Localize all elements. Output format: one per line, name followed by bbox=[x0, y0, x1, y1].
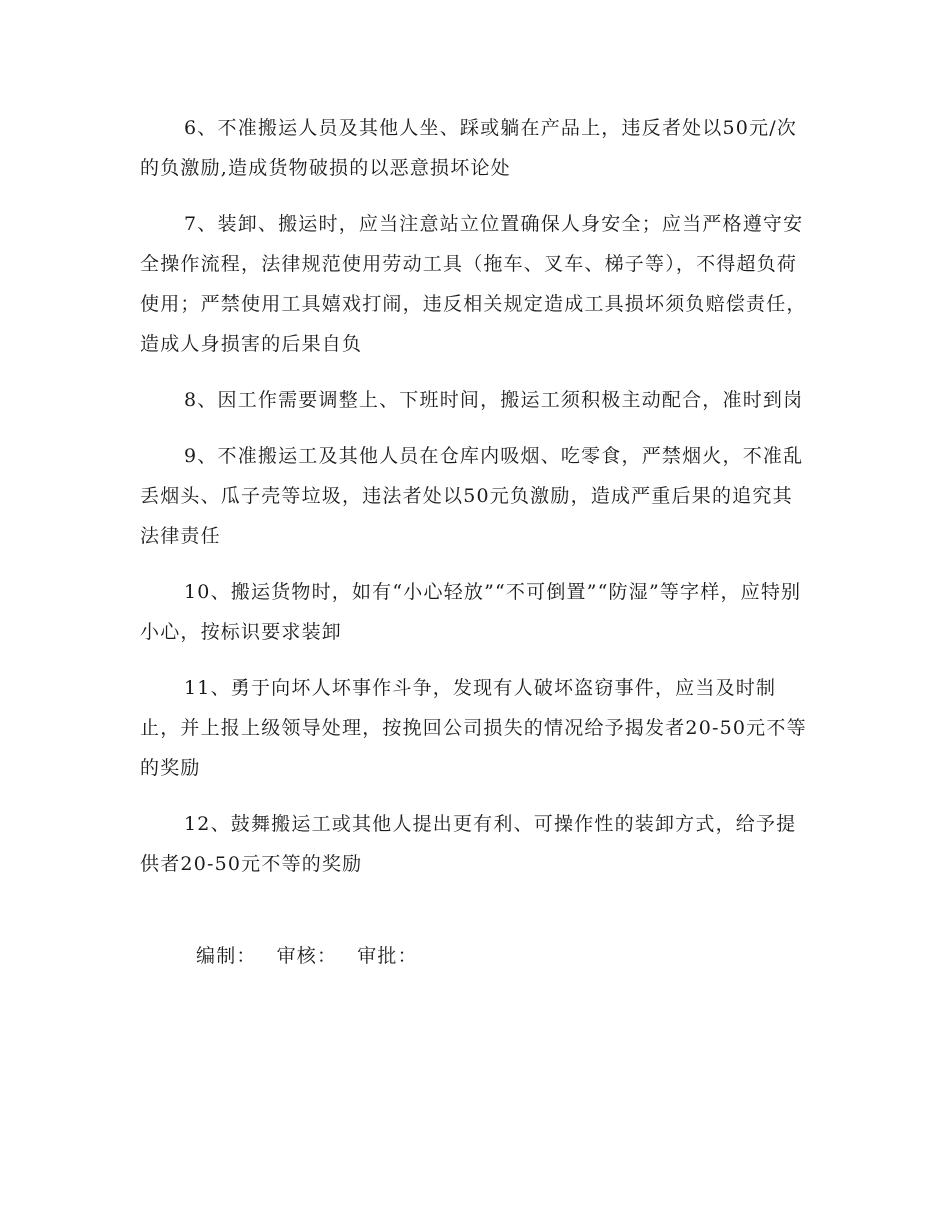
rule-6: 6、不准搬运人员及其他人坐、踩或躺在产品上，违反者处以50元/次的负激励,造成货物破损的以恶意损坏论处 bbox=[140, 117, 798, 179]
rule-9: 9、不准搬运工及其他人员在仓库内吸烟、吃零食，严禁烟火，不准乱丢烟头、瓜子壳等垃圾，违法者处以50元负激励，造成严重后果的追究其法律责任 bbox=[140, 445, 804, 547]
signoff-line bbox=[196, 936, 418, 976]
rule-10: 10、搬运货物时，如有“小心轻放”“不可倒置”“防湿”等字样，应特别小心，按标识要求装卸 bbox=[140, 581, 802, 643]
rule-8: 8、因工作需要调整上、下班时间，搬运工须积极主动配合，准时到岗 bbox=[184, 389, 804, 411]
rule-11: 11、勇于向坏人坏事作斗争，发现有人破坏盗窃事件，应当及时制止，并上报上级领导处理，按挽回公司损失的情况给予揭发者20-50元不等的奖励 bbox=[140, 677, 807, 779]
rule-7: 7、装卸、搬运时，应当注意站立位置确保人身安全；应当严格遵守安全操作流程，法律规范使用劳动工具（拖车、叉车、梯子等），不得超负荷使用；严禁使用工具嬉戏打闹，违反相关规定造成工具损坏须负赔偿责任，造成人身损害的后果自负 bbox=[140, 213, 807, 355]
reviewed-by-label: 审核： bbox=[276, 945, 338, 967]
compiled-by-label: 编制： bbox=[196, 945, 257, 967]
approved-by-label: 审批： bbox=[357, 945, 418, 967]
document-body bbox=[140, 108, 810, 900]
rule-12: 12、鼓舞搬运工或其他人提出更有利、可操作性的装卸方式，给予提供者20-50元不等的奖励 bbox=[140, 813, 797, 875]
